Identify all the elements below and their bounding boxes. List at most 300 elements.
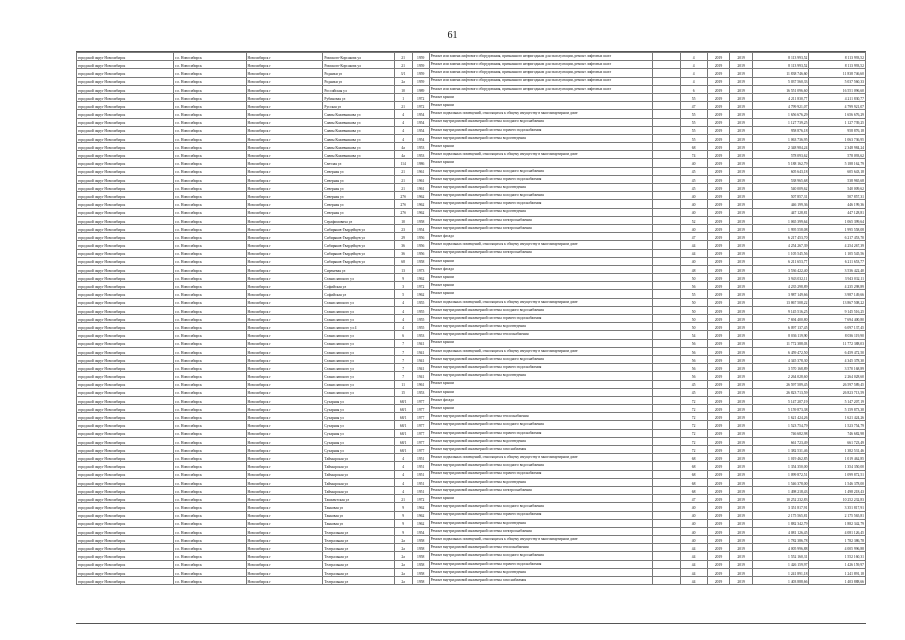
deterioration-cell: 4 [680, 69, 707, 77]
locality-cell: Новосибирск г [246, 536, 323, 544]
municipality-cell: городской округ Новосибирск [77, 495, 174, 503]
start-year-cell: 2019 [707, 315, 730, 323]
extra-cell [653, 298, 680, 306]
work-type-cell: Ремонт крыши [429, 159, 653, 167]
house-number-cell: 21 [394, 102, 412, 110]
build-year-cell: 1977 [412, 437, 429, 445]
house-number-cell: 9 [394, 503, 412, 511]
build-year-cell: 1958 [412, 536, 429, 544]
cost-total-cell: 8 113 993,52 [752, 61, 809, 69]
work-type-cell: Ремонт внутридомовой инженерной системы электроснабжения [429, 249, 653, 257]
house-number-cell: 4 [394, 462, 412, 470]
extra-cell [653, 175, 680, 183]
settlement-district-cell: г.о. Новосибирск [174, 167, 246, 175]
cost-total-cell: 447 128,81 [752, 208, 809, 216]
settlement-district-cell: г.о. Новосибирск [174, 323, 246, 331]
cost-fund-cell: 1 782 386,78 [809, 536, 866, 544]
cost-fund-cell: 507 857,31 [809, 192, 866, 200]
end-year-cell: 2019 [730, 347, 753, 355]
municipality-cell: городской округ Новосибирск [77, 69, 174, 77]
deterioration-cell: 47 [680, 102, 707, 110]
house-number-cell: 15 [394, 388, 412, 396]
locality-cell: Новосибирск г [246, 364, 323, 372]
house-number-cell: 4 [394, 134, 412, 142]
settlement-district-cell: г.о. Новосибирск [174, 446, 246, 454]
cost-total-cell: 26 597 589,45 [752, 380, 809, 388]
work-type-cell: Ремонт внутридомовой инженерной системы водоотведения [429, 372, 653, 380]
end-year-cell: 2019 [730, 298, 753, 306]
municipality-cell: городской округ Новосибирск [77, 192, 174, 200]
table-row [77, 118, 866, 126]
deterioration-cell: 50 [680, 298, 707, 306]
build-year-cell: 1954 [412, 527, 429, 535]
table-row [77, 372, 866, 380]
extra-cell [653, 265, 680, 273]
build-year-cell: 1977 [412, 446, 429, 454]
build-year-cell: 1958 [412, 552, 429, 560]
table-row [77, 282, 866, 290]
table-row [77, 110, 866, 118]
house-number-cell: 68/1 [394, 396, 412, 404]
start-year-cell: 2019 [707, 110, 730, 118]
start-year-cell: 2019 [707, 134, 730, 142]
settlement-district-cell: г.о. Новосибирск [174, 552, 246, 560]
locality-cell: Новосибирск г [246, 421, 323, 429]
end-year-cell: 2019 [730, 216, 753, 224]
locality-cell: Новосибирск г [246, 102, 323, 110]
end-year-cell: 2019 [730, 134, 753, 142]
build-year-cell: 1951 [412, 486, 429, 494]
locality-cell: Новосибирск г [246, 298, 323, 306]
house-number-cell: 68/1 [394, 421, 412, 429]
start-year-cell: 2019 [707, 241, 730, 249]
table-row [77, 265, 866, 273]
build-year-cell: 1972 [412, 495, 429, 503]
cost-total-cell: 1 656 676,29 [752, 110, 809, 118]
municipality-cell: городской округ Новосибирск [77, 355, 174, 363]
table-row [77, 102, 866, 110]
start-year-cell: 2019 [707, 446, 730, 454]
end-year-cell: 2019 [730, 224, 753, 232]
locality-cell: Новосибирск г [246, 241, 323, 249]
table-row [77, 552, 866, 560]
settlement-district-cell: г.о. Новосибирск [174, 159, 246, 167]
deterioration-cell: 72 [680, 437, 707, 445]
end-year-cell: 2019 [730, 323, 753, 331]
build-year-cell: 1955 [412, 315, 429, 323]
deterioration-cell: 44 [680, 544, 707, 552]
start-year-cell: 2019 [707, 405, 730, 413]
cost-fund-cell: 6 097 137,45 [809, 323, 866, 331]
settlement-district-cell: г.о. Новосибирск [174, 413, 246, 421]
end-year-cell: 2019 [730, 61, 753, 69]
cost-fund-cell: 13 867 508,22 [809, 298, 866, 306]
build-year-cell: 1958 [412, 560, 429, 568]
locality-cell: Новосибирск г [246, 167, 323, 175]
deterioration-cell: 68 [680, 454, 707, 462]
house-number-cell: 68 [394, 257, 412, 265]
cost-fund-cell: 5 159 873,38 [809, 405, 866, 413]
municipality-cell: городской округ Новосибирск [77, 53, 174, 61]
deterioration-cell: 47 [680, 233, 707, 241]
street-cell: Северная ул [323, 192, 394, 200]
table-row [77, 151, 866, 159]
build-year-cell: 1954 [412, 126, 429, 134]
settlement-district-cell: г.о. Новосибирск [174, 265, 246, 273]
start-year-cell: 2019 [707, 339, 730, 347]
street-cell: Таймырская ул [323, 470, 394, 478]
locality-cell: Новосибирск г [246, 519, 323, 527]
locality-cell: Новосибирск г [246, 380, 323, 388]
end-year-cell: 2019 [730, 511, 753, 519]
deterioration-cell: 47 [680, 495, 707, 503]
municipality-cell: городской округ Новосибирск [77, 527, 174, 535]
street-cell: Северная ул [323, 184, 394, 192]
start-year-cell: 2019 [707, 323, 730, 331]
deterioration-cell: 50 [680, 306, 707, 314]
extra-cell [653, 167, 680, 175]
house-number-cell: 4 [394, 306, 412, 314]
start-year-cell: 2019 [707, 249, 730, 257]
house-number-cell: 4а [394, 151, 412, 159]
work-type-cell: Ремонт подвальных помещений, относящихся к общему имуществу в многоквартирном доме [429, 110, 653, 118]
municipality-cell: городской округ Новосибирск [77, 306, 174, 314]
municipality-cell: городской округ Новосибирск [77, 233, 174, 241]
end-year-cell: 2019 [730, 339, 753, 347]
build-year-cell: 1951 [412, 478, 429, 486]
cost-total-cell: 2 264 028,60 [752, 372, 809, 380]
street-cell: Таймырская ул [323, 462, 394, 470]
street-cell: Русская ул [323, 102, 394, 110]
extra-cell [653, 274, 680, 282]
start-year-cell: 2019 [707, 192, 730, 200]
locality-cell: Новосибирск г [246, 192, 323, 200]
settlement-district-cell: г.о. Новосибирск [174, 208, 246, 216]
municipality-cell: городской округ Новосибирск [77, 568, 174, 576]
settlement-district-cell: г.о. Новосибирск [174, 118, 246, 126]
cost-fund-cell: 1 552 160,31 [809, 552, 866, 560]
build-year-cell: 1977 [412, 429, 429, 437]
cost-fund-cell: 1 426 159,97 [809, 560, 866, 568]
cost-fund-cell: 1 523 754,79 [809, 421, 866, 429]
extra-cell [653, 69, 680, 77]
end-year-cell: 2019 [730, 470, 753, 478]
table-row [77, 167, 866, 175]
settlement-district-cell: г.о. Новосибирск [174, 478, 246, 486]
work-type-cell: Ремонт внутридомовой инженерной системы холодного водоснабжения [429, 192, 653, 200]
street-cell: Саввы Кожевникова ул [323, 151, 394, 159]
cost-total-cell: 8 036 119,90 [752, 331, 809, 339]
start-year-cell: 2019 [707, 454, 730, 462]
end-year-cell: 2019 [730, 364, 753, 372]
street-cell: Станиславского ул [323, 274, 394, 282]
cost-fund-cell: 4 211 830,77 [809, 93, 866, 101]
settlement-district-cell: г.о. Новосибирск [174, 519, 246, 527]
start-year-cell: 2019 [707, 486, 730, 494]
work-type-cell: Ремонт внутридомовой инженерной системы горячего водоснабжения [429, 175, 653, 183]
house-number-cell: 4 [394, 470, 412, 478]
table-row [77, 577, 866, 585]
street-cell: Театральная ул [323, 577, 394, 585]
cost-fund-cell: 3 943 032,11 [809, 274, 866, 282]
extra-cell [653, 495, 680, 503]
house-number-cell: 10 [394, 216, 412, 224]
build-year-cell: 1989 [412, 85, 429, 93]
settlement-district-cell: г.о. Новосибирск [174, 331, 246, 339]
house-number-cell: 1 [394, 93, 412, 101]
work-type-cell: Ремонт внутридомовой инженерной системы холодного водоснабжения [429, 306, 653, 314]
table-row [77, 159, 866, 167]
settlement-district-cell: г.о. Новосибирск [174, 290, 246, 298]
table-row [77, 405, 866, 413]
settlement-district-cell: г.о. Новосибирск [174, 429, 246, 437]
extra-cell [653, 233, 680, 241]
cost-fund-cell: 3 351 817,91 [809, 503, 866, 511]
locality-cell: Новосибирск г [246, 184, 323, 192]
cost-total-cell: 2 175 565,81 [752, 511, 809, 519]
end-year-cell: 2019 [730, 159, 753, 167]
work-type-cell: Ремонт крыши [429, 405, 653, 413]
locality-cell: Новосибирск г [246, 224, 323, 232]
build-year-cell: 1962 [412, 192, 429, 200]
municipality-cell: городской округ Новосибирск [77, 274, 174, 282]
extra-cell [653, 347, 680, 355]
end-year-cell: 2019 [730, 388, 753, 396]
table-row [77, 298, 866, 306]
start-year-cell: 2019 [707, 364, 730, 372]
cost-fund-cell: 4 345 378,30 [809, 355, 866, 363]
locality-cell: Новосибирск г [246, 331, 323, 339]
table-row [77, 503, 866, 511]
locality-cell: Новосибирск г [246, 208, 323, 216]
build-year-cell: 1958 [412, 257, 429, 265]
start-year-cell: 2019 [707, 568, 730, 576]
municipality-cell: городской округ Новосибирск [77, 175, 174, 183]
cost-fund-cell: 447 128,81 [809, 208, 866, 216]
table-row [77, 175, 866, 183]
table-row [77, 536, 866, 544]
cost-fund-cell: 746 682,98 [809, 429, 866, 437]
deterioration-cell: 68 [680, 486, 707, 494]
cost-total-cell: 4 081 126,45 [752, 527, 809, 535]
settlement-district-cell: г.о. Новосибирск [174, 61, 246, 69]
build-year-cell: 1953 [412, 151, 429, 159]
work-type-cell: Ремонт внутридомовой инженерной системы газоснабжения [429, 446, 653, 454]
cost-total-cell: 2 348 984,24 [752, 143, 809, 151]
street-cell: Станиславского ул [323, 306, 394, 314]
locality-cell: Новосибирск г [246, 265, 323, 273]
deterioration-cell: 72 [680, 396, 707, 404]
start-year-cell: 2019 [707, 93, 730, 101]
deterioration-cell: 72 [680, 421, 707, 429]
deterioration-cell: 44 [680, 560, 707, 568]
cost-total-cell: 507 857,31 [752, 192, 809, 200]
cost-fund-cell: 8 113 993,52 [809, 53, 866, 61]
cost-total-cell: 446 199,36 [752, 200, 809, 208]
cost-fund-cell: 1 065 399,64 [809, 216, 866, 224]
municipality-cell: городской округ Новосибирск [77, 224, 174, 232]
cost-total-cell: 1 782 386,78 [752, 536, 809, 544]
start-year-cell: 2019 [707, 53, 730, 61]
work-type-cell: Ремонт внутридомовой инженерной системы горячего водоснабжения [429, 470, 653, 478]
cost-total-cell: 1 523 754,79 [752, 421, 809, 429]
locality-cell: Новосибирск г [246, 577, 323, 585]
build-year-cell: 1941 [412, 355, 429, 363]
municipality-cell: городской округ Новосибирск [77, 167, 174, 175]
build-year-cell: 1955 [412, 298, 429, 306]
work-type-cell: Ремонт внутридомовой инженерной системы горячего водоснабжения [429, 200, 653, 208]
house-number-cell: 4а [394, 143, 412, 151]
extra-cell [653, 364, 680, 372]
end-year-cell: 2019 [730, 290, 753, 298]
table-row [77, 446, 866, 454]
extra-cell [653, 224, 680, 232]
cost-fund-cell: 4 235 298,89 [809, 282, 866, 290]
locality-cell: Новосибирск г [246, 486, 323, 494]
cost-total-cell: 8 113 993,52 [752, 53, 809, 61]
build-year-cell: 1972 [412, 282, 429, 290]
locality-cell: Новосибирск г [246, 282, 323, 290]
cost-total-cell: 1 621 424,26 [752, 413, 809, 421]
table-row [77, 470, 866, 478]
start-year-cell: 2019 [707, 380, 730, 388]
extra-cell [653, 372, 680, 380]
municipality-cell: городской округ Новосибирск [77, 249, 174, 257]
cost-fund-cell: 1 063 736,95 [809, 134, 866, 142]
settlement-district-cell: г.о. Новосибирск [174, 347, 246, 355]
settlement-district-cell: г.о. Новосибирск [174, 495, 246, 503]
locality-cell: Новосибирск г [246, 53, 323, 61]
house-number-cell: 9 [394, 274, 412, 282]
start-year-cell: 2019 [707, 200, 730, 208]
page-number: 61 [447, 30, 458, 41]
end-year-cell: 2019 [730, 437, 753, 445]
municipality-cell: городской округ Новосибирск [77, 298, 174, 306]
street-cell: Родники ул [323, 69, 394, 77]
settlement-district-cell: г.о. Новосибирск [174, 282, 246, 290]
build-year-cell: 1972 [412, 102, 429, 110]
build-year-cell: 1954 [412, 110, 429, 118]
deterioration-cell: 45 [680, 184, 707, 192]
work-type-cell: Ремонт подвальных помещений, относящихся к общему имуществу в многоквартирном доме [429, 151, 653, 159]
street-cell: Танковая ул [323, 503, 394, 511]
street-cell: Северная ул [323, 167, 394, 175]
work-type-cell: Ремонт внутридомовой инженерной системы горячего водоснабжения [429, 429, 653, 437]
work-type-cell: Ремонт крыши [429, 257, 653, 265]
street-cell: Станиславского ул [323, 388, 394, 396]
cost-fund-cell: 7 694 400,80 [809, 315, 866, 323]
build-year-cell: 1961 [412, 380, 429, 388]
work-type-cell: Ремонт внутридомовой инженерной системы горячего водоснабжения [429, 560, 653, 568]
build-year-cell: 1986 [412, 159, 429, 167]
start-year-cell: 2019 [707, 560, 730, 568]
build-year-cell: 1962 [412, 208, 429, 216]
cost-fund-cell: 3 987 149,66 [809, 290, 866, 298]
house-number-cell: 68/1 [394, 437, 412, 445]
settlement-district-cell: г.о. Новосибирск [174, 405, 246, 413]
cost-total-cell: 661 723,49 [752, 437, 809, 445]
build-year-cell: 1956 [412, 233, 429, 241]
locality-cell: Новосибирск г [246, 200, 323, 208]
extra-cell [653, 159, 680, 167]
build-year-cell: 1954 [412, 118, 429, 126]
cost-fund-cell: 1 241 891,18 [809, 568, 866, 576]
table-row [77, 519, 866, 527]
build-year-cell: 1953 [412, 143, 429, 151]
cost-fund-cell: 1 403 888,66 [809, 577, 866, 585]
cost-total-cell: 1 019 462,85 [752, 454, 809, 462]
deterioration-cell: 40 [680, 192, 707, 200]
start-year-cell: 2019 [707, 290, 730, 298]
locality-cell: Новосибирск г [246, 143, 323, 151]
street-cell: Российская ул [323, 85, 394, 93]
start-year-cell: 2019 [707, 85, 730, 93]
cost-total-cell: 7 694 400,80 [752, 315, 809, 323]
work-type-cell: Ремонт подвальных помещений, относящихся к общему имуществу в многоквартирном доме [429, 241, 653, 249]
cost-fund-cell: 5 037 560,33 [809, 77, 866, 85]
cost-fund-cell: 16 551 096,60 [809, 85, 866, 93]
municipality-cell: городской округ Новосибирск [77, 462, 174, 470]
street-cell: Станиславского ул [323, 372, 394, 380]
settlement-district-cell: г.о. Новосибирск [174, 110, 246, 118]
table-row [77, 53, 866, 61]
build-year-cell: 1955 [412, 306, 429, 314]
works-table [76, 52, 866, 585]
street-cell: Театральная ул [323, 536, 394, 544]
house-number-cell: 7 [394, 364, 412, 372]
start-year-cell: 2019 [707, 536, 730, 544]
start-year-cell: 2019 [707, 257, 730, 265]
locality-cell: Новосибирск г [246, 159, 323, 167]
work-type-cell: Ремонт внутридомовой инженерной системы горячего водоснабжения [429, 511, 653, 519]
start-year-cell: 2019 [707, 372, 730, 380]
deterioration-cell: 50 [680, 315, 707, 323]
locality-cell: Новосибирск г [246, 454, 323, 462]
house-number-cell: 3/1 [394, 69, 412, 77]
cost-total-cell: 1 063 736,95 [752, 134, 809, 142]
work-type-cell: Ремонт крыши [429, 93, 653, 101]
table-row [77, 429, 866, 437]
settlement-district-cell: г.о. Новосибирск [174, 102, 246, 110]
cost-total-cell: 5 188 162,79 [752, 159, 809, 167]
table-row [77, 323, 866, 331]
locality-cell: Новосибирск г [246, 405, 323, 413]
street-cell: Родники ул [323, 77, 394, 85]
house-number-cell: 9 [394, 519, 412, 527]
end-year-cell: 2019 [730, 257, 753, 265]
municipality-cell: городской округ Новосибирск [77, 93, 174, 101]
locality-cell: Новосибирск г [246, 257, 323, 265]
deterioration-cell: 55 [680, 126, 707, 134]
deterioration-cell: 56 [680, 364, 707, 372]
deterioration-cell: 55 [680, 118, 707, 126]
end-year-cell: 2019 [730, 282, 753, 290]
locality-cell: Новосибирск г [246, 462, 323, 470]
cost-total-cell: 1 403 888,66 [752, 577, 809, 585]
settlement-district-cell: г.о. Новосибирск [174, 306, 246, 314]
build-year-cell: 1958 [412, 216, 429, 224]
works-table-container [76, 51, 866, 624]
start-year-cell: 2019 [707, 437, 730, 445]
house-number-cell: 2а [394, 552, 412, 560]
municipality-cell: городской округ Новосибирск [77, 388, 174, 396]
settlement-district-cell: г.о. Новосибирск [174, 53, 246, 61]
end-year-cell: 2019 [730, 462, 753, 470]
build-year-cell: 1953 [412, 388, 429, 396]
cost-total-cell: 3 570 168,89 [752, 364, 809, 372]
deterioration-cell: 72 [680, 446, 707, 454]
extra-cell [653, 568, 680, 576]
